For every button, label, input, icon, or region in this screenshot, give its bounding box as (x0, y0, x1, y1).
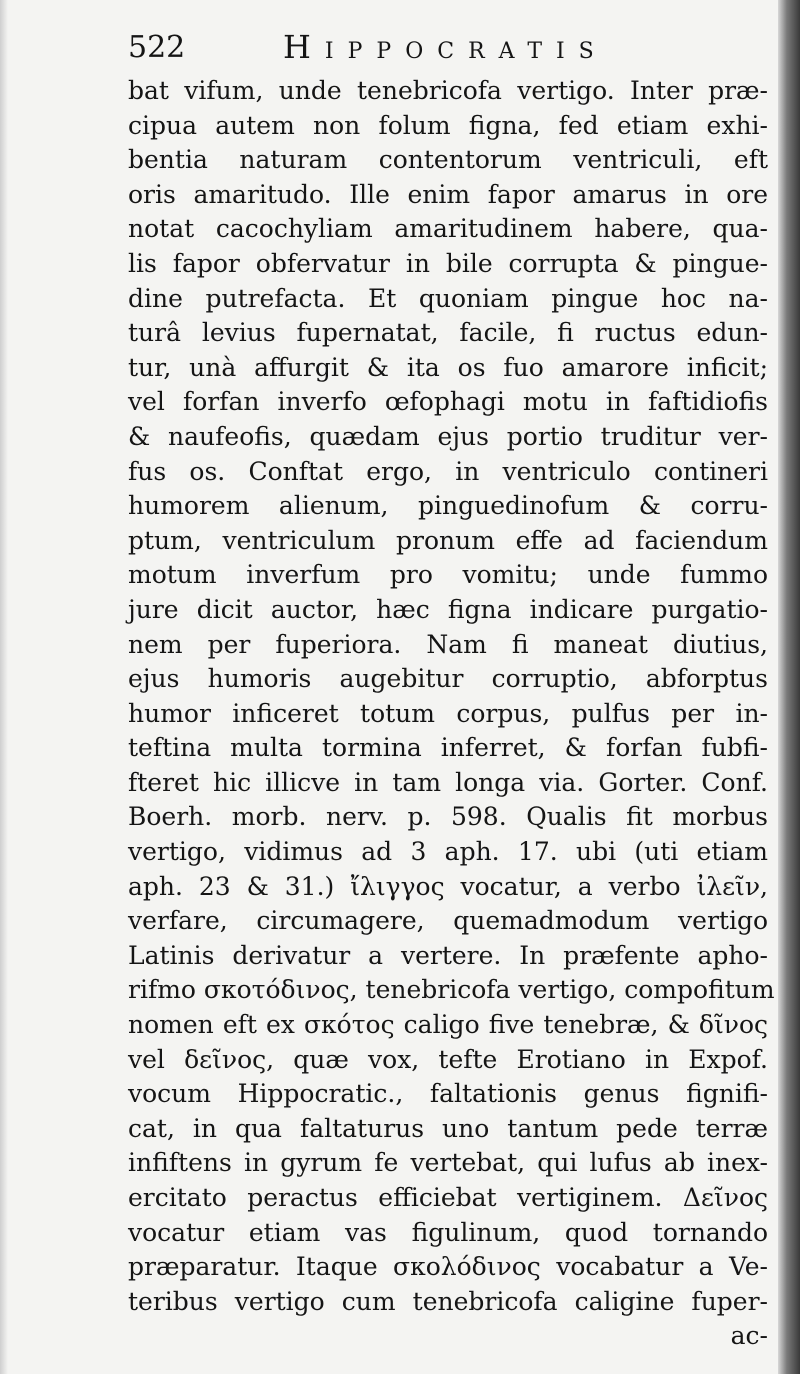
text-line: nomen eft ex σκότος caligo five tenebræ, & δῖνος (128, 1010, 768, 1040)
text-line: turâ levius fupernatat, facile, fi ructus edun- (128, 318, 768, 348)
page-number: 522 (128, 30, 186, 65)
text-line: bat vifum, unde tenebricofa vertigo. Inter præ- (128, 76, 768, 105)
text-line: humorem alienum, pinguedinofum & corru- (128, 491, 768, 521)
text-line: dine putrefacta. Et quoniam pingue hoc na- (128, 283, 768, 313)
text-line: ejus humoris augebitur corruptio, abforptus (128, 664, 768, 694)
text-line: fteret hic illicve in tam longa via. Gorter. Conf. (128, 767, 768, 797)
text-line: vertigo, vidimus ad 3 aph. 17. ubi (uti etiam (128, 837, 768, 867)
text-line: vel δεῖνος, quæ vox, tefte Erotiano in Expof. (128, 1044, 768, 1074)
text-line: nem per fuperiora. Nam fi maneat diutius, (128, 629, 768, 659)
text-line: jure dicit auctor, hæc figna indicare purgatio- (128, 594, 768, 624)
text-line: ercitato peractus efficiebat vertiginem. Δεῖνος (128, 1183, 768, 1212)
text-line: oris amaritudo. Ille enim fapor amarus in ore (128, 179, 768, 209)
text-line: vocatur etiam vas figulinum, quod tornando (128, 1217, 768, 1247)
text-line: teftina multa tormina inferret, & forfan fubfi- (128, 733, 768, 763)
text-line: lis fapor obfervatur in bile corrupta & pingue- (128, 248, 768, 278)
text-line: ptum, ventriculum pronum effe ad faciendum (128, 525, 768, 555)
text-line: notat cacochyliam amaritudinem habere, qua- (128, 214, 768, 244)
page-gutter-shadow (778, 0, 800, 1374)
text-line: bentia naturam contentorum ventriculi, eft (128, 145, 768, 175)
text-line: humor inficeret totum corpus, pulfus per in- (128, 698, 768, 728)
body-text (128, 74, 775, 1354)
text-line: Latinis derivatur a vertere. In præfente apho- (128, 940, 768, 970)
text-line: vel forfan inverfo œfophagi motu in faftidiofis (128, 387, 768, 417)
catchword: ac- (730, 1321, 768, 1351)
text-line: rifmo σκοτόδινος, tenebricofa vertigo, compofitum (128, 975, 775, 1005)
text-line: præparatur. Itaque σκολόδινος vocabatur a Ve- (128, 1252, 768, 1282)
text-line: fus os. Conftat ergo, in ventriculo contineri (128, 456, 768, 486)
text-line: vocum Hippocratic., faltationis genus fignifi- (128, 1079, 768, 1109)
page-left-edge (0, 0, 8, 1374)
text-line: verfare, circumagere, quemadmodum vertigo (128, 906, 768, 936)
text-line: motum inverfum pro vomitu; unde fummo (128, 560, 768, 590)
running-head: Hippocratis (283, 28, 608, 66)
text-line: aph. 23 & 31.) ἴλιγγος vocatur, a verbo ἰλεῖν, (128, 871, 768, 901)
text-line: & naufeofis, quædam ejus portio truditur ver- (128, 421, 768, 451)
page-header (128, 22, 768, 72)
text-line: cat, in qua faltaturus uno tantum pede terræ (128, 1113, 768, 1143)
text-line: teribus vertigo cum tenebricofa caligine fuper- (128, 1286, 768, 1316)
text-line: tur, unà affurgit & ita os fuo amarore inficit; (128, 352, 768, 382)
text-line: Boerh. morb. nerv. p. 598. Qualis fit morbus (128, 802, 768, 832)
text-line: infiftens in gyrum fe vertebat, qui lufus ab inex- (128, 1148, 768, 1178)
text-line: cipua autem non folum figna, fed etiam exhi- (128, 110, 768, 140)
